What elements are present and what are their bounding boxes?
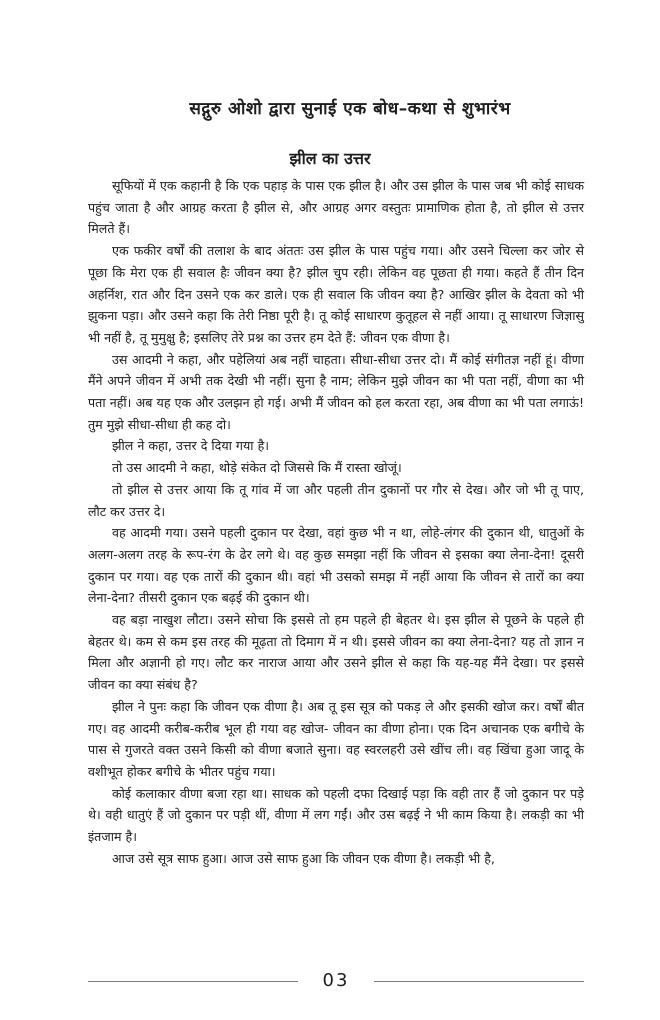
story-title: झील का उत्तर <box>289 149 371 168</box>
story-body <box>88 175 584 870</box>
paragraph: कोई कलाकार वीणा बजा रहा था। साधक को पहली दफा दिखाई पड़ा कि वही तार हैं जो दुकान पर पड़े थे। वही धातुएं हैं जो दुकान पर पड़ी थीं, वीणा में लग गईं। और उस बढ़ई ने भी काम किया है। लकड़ी का भी इंतजाम है। <box>88 785 584 845</box>
paragraph: झील ने पुनः कहा कि जीवन एक वीणा है। अब तू इस सूत्र को पकड़ ले और इसकी खोज कर। वर्षों बीत गए। वह आदमी करीब-करीब भूल ही गया वह खोज- जीवन का वीणा होना। एक दिन अचानक एक बगीचे के पास से गुजरते वक्त उसने किसी को वीणा बजाते सुना। वह स्वरलहरी उसे खींच ली। वह खिंचा हुआ जादू के वशीभूत होकर बगीचे के भीतर पहुंच गया। <box>88 698 584 779</box>
page-number: 03 <box>322 970 350 991</box>
paragraph: झील ने कहा, उत्तर दे दिया गया है। <box>112 438 270 454</box>
page-footer <box>88 968 584 994</box>
footer-rule-right <box>374 981 584 982</box>
paragraph: उस आदमी ने कहा, और पहेलियां अब नहीं चाहता। सीधा-सीधा उत्तर दो। मैं कोई संगीतज्ञ नहीं हूं। वीणा मैंने अपने जीवन में अभी तक देखी भी नहीं। सुना है नाम; लेकिन मुझे जीवन का भी पता नहीं, वीणा का भी पता नहीं। अब यह एक और उलझन हो गई। अभी मैं जीवन को हल करता रहा, अब वीणा का भी पता लगाऊं! तुम मुझे सीधा-सीधा ही कह दो। <box>88 351 584 432</box>
footer-rule-left <box>88 981 298 982</box>
paragraph: तो उस आदमी ने कहा, थोड़े संकेत दो जिससे कि मैं रास्ता खोजूं। <box>112 460 402 476</box>
paragraph: एक फकीर वर्षों की तलाश के बाद अंततः उस झील के पास पहुंच गया। और उसने चिल्ला कर जोर से पूछा कि मेरा एक ही सवाल हैः जीवन क्या है? झील चुप रही। लेकिन वह पूछता ही गया। कहते हैं तीन दिन अहर्निश, रात और दिन उसने एक कर डाले। एक ही सवाल कि जीवन क्या है? आखिर झील के देवता को भी झुकना पड़ा। और उसने कहा कि तेरी निष्ठा पूरी है। तू कोई साधारण कुतूहल से नहीं आया। तू साधारण जिज्ञासु भी नहीं है, तू मुमुक्षु है; इसलिए तेरे प्रश्न का उत्तर हम देते हैं: जीवन एक वीणा है। <box>88 243 584 345</box>
paragraph: वह आदमी गया। उसने पहली दुकान पर देखा, वहां कुछ भी न था, लोहे-लंगर की दुकान थी, धातुओं के अलग-अलग तरह के रूप-रंग के ढेर लगे थे। वह कुछ समझा नहीं कि जीवन से इसका क्या लेना-देना! दूसरी दुकान पर गया। वह एक तारों की दुकान थी। वहां भी उसको समझ में नहीं आया कि जीवन से तारों का क्या लेना-देना? तीसरी दुकान एक बढ़ई की दुकान थी। <box>88 525 584 606</box>
paragraph: सूफियों में एक कहानी है कि एक पहाड़ के पास एक झील है। और उस झील के पास जब भी कोई साधक पहुंच जाता है और आग्रह करता है झील से, और आग्रह अगर वस्तुतः प्रामाणिक होता है, तो झील से उत्तर मिलते हैं। <box>88 178 585 237</box>
paragraph: वह बड़ा नाखुश लौटा। उसने सोचा कि इससे तो हम पहले ही बेहतर थे। इस झील से पूछने के पहले ही बेहतर थे। कम से कम इस तरह की मूढ़ता तो दिमाग में न थी। इससे जीवन का क्या लेना-देना? यह तो ज्ञान न मिला और अज्ञानी हो गए। लौट कर नाराज आया और उसने झील से कहा कि यह-यह मैंने देखा। पर इससे जीवन का क्या संबंध है? <box>88 612 584 693</box>
paragraph: तो झील से उत्तर आया कि तू गांव में जा और पहली तीन दुकानों पर गौर से देख। और जो भी तू पाए, लौट कर उत्तर दे। <box>88 481 584 519</box>
paragraph: आज उसे सूत्र साफ हुआ। आज उसे साफ हुआ कि जीवन एक वीणा है। लकड़ी भी है, <box>112 850 495 866</box>
chapter-heading: सद्गुरु ओशो द्वारा सुनाई एक बोध–कथा से शुभारंभ <box>189 99 511 119</box>
